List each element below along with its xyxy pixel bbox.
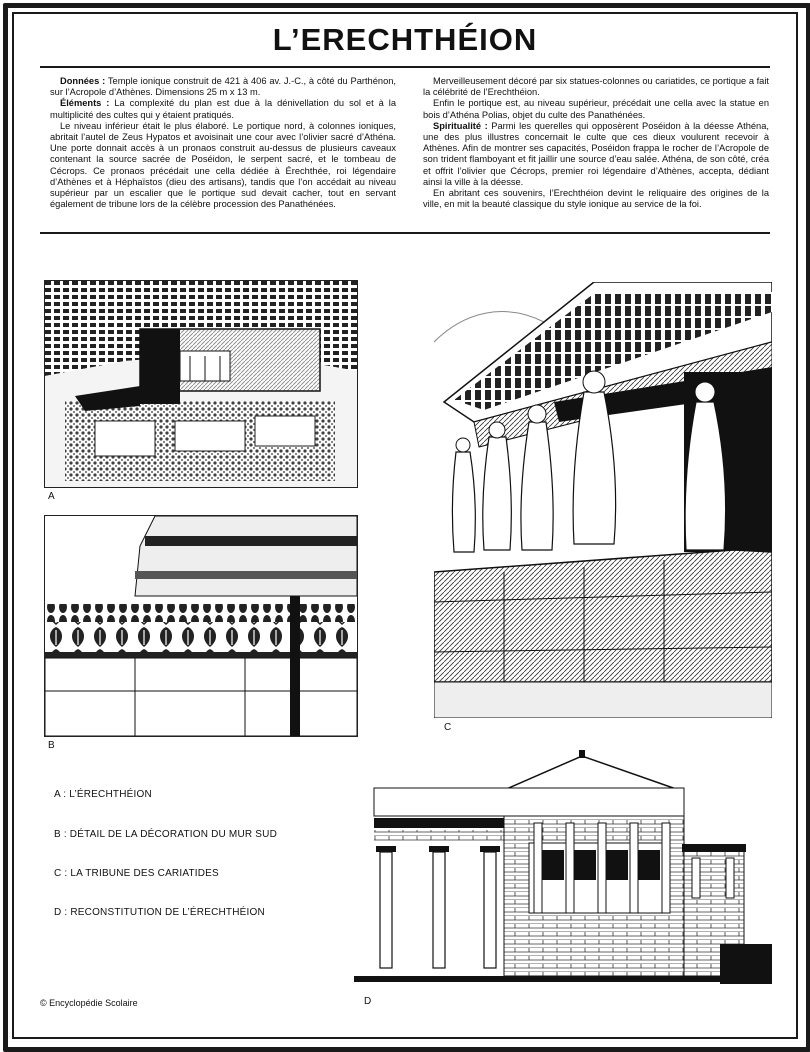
paragraph-reliquaire: En abritant ces souvenirs, l’Erechthéion devint le reliquaire des origines de la ville, en mit la beauté classique du style ionique au service de la foi. [423,188,769,210]
illustration-d-reconstruction [354,748,772,990]
figure-letter-a: A [48,491,55,502]
figure-letter-c: C [444,722,452,733]
paragraph-portique-est: Enfin le portique est, au niveau supérieur, précédait une cella avec la statue en bois d’Athéna Polias, objet du culte des Panathénées. [423,98,769,120]
illustration-b-wall-decoration [44,515,358,737]
label-spiritualite: Spiritualité : [433,120,488,131]
legend-a: A : L’ÉRECHTHÉION [54,789,152,800]
legend-c: C : LA TRIBUNE DES CARIATIDES [54,868,219,879]
figure-letter-b: B [48,740,55,751]
copyright-credit: © Encyclopédie Scolaire [40,998,138,1008]
text-rule [40,232,770,234]
caryatid-drawing [434,282,772,718]
figure-letter-d: D [364,996,372,1007]
aerial-drawing [45,281,357,487]
paragraph-niveau-inferieur: Le niveau inférieur était le plus élaboré. Le portique nord, à colonnes ioniques, abritait l’autel de Zeus Hypatos et avoisinait une cour avec l’olivier sacré d’Athéna. Une porte donnait accès à un pronaos construit au-dessus de plusieurs caveaux contenant la source sacrée de Poséidon, le serpent sacré, et le tombeau de Cécrops. Ce pronaos précédait une cella dédiée à Érechthée, roi légendaire d’Athènes et à Héphaïstos (dieu des artisans), tandis que l’on accédait au niveau supérieur par un escalier que le portique sud devait cacher, tout en servant également de tribune lors de la célèbre procession des Panathénées. [50,120,396,210]
legend-d: D : RECONSTITUTION DE L’ÉRECHTHÉION [54,907,265,918]
paragraph-elements [50,98,396,120]
reconstruction-drawing [354,748,772,990]
text-elements: La complexité du plan est due à la dénivellation du sol et à la multiplicité des cultes qui y étaient pratiqués. [50,98,397,120]
page-title: L’ERECHTHÉION [272,22,538,57]
title-rule [40,66,770,68]
text-column-right [423,76,769,210]
text-donnees: Temple ionique construit de 421 à 406 av. J.-C., à côté du Parthénon, sur l’Acropole d’Athènes. Dimensions 25 m x 13 m. [50,76,396,98]
label-elements: Éléments : [60,98,110,109]
paragraph-donnees [50,76,396,98]
wall-drawing [45,516,357,736]
paragraph-cariatides: Merveilleusement décoré par six statues-colonnes ou cariatides, ce portique a fait la célébrité de l’Erechthéion. [423,76,769,98]
paragraph-spiritualite [423,121,769,188]
label-donnees: Données : [60,76,106,86]
legend-b: B : DÉTAIL DE LA DÉCORATION DU MUR SUD [54,829,278,840]
illustration-a-aerial-view [44,280,358,488]
text-column-left [50,76,396,210]
text-spiritualite: Parmi les querelles qui opposèrent Poséidon à la déesse Athéna, une des plus illustres concernait le culte que ces dieux voulurent recevoir à Athènes. Afin de montrer ses capacités, Poséidon frappa le rocher de l’Acropole de son trident flamboyant et fit jaillir une source d’eau salée. Athéna, de son côté, créa et offrit l’olivier que Cécrops, premier roi légendaire d’Athènes, accepta, dédiant ainsi la ville à la déesse. [423,120,769,187]
illustration-c-caryatid-porch [434,282,772,718]
